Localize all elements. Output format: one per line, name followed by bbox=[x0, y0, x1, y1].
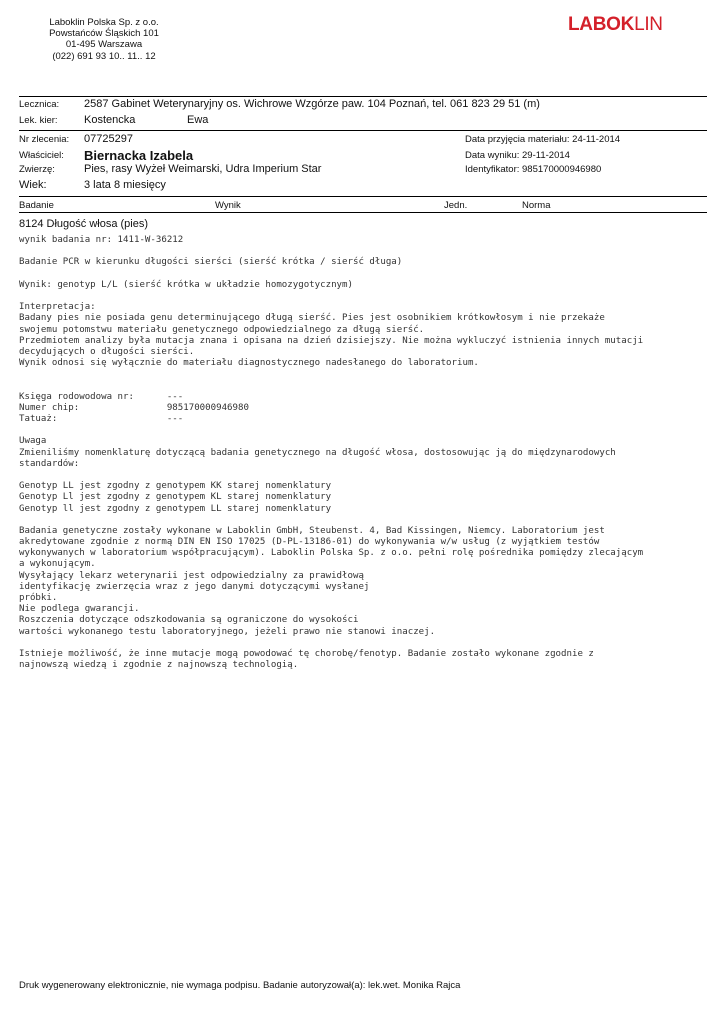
result-line: Wynik odnosi się wyłącznie do materiału diagnostycznego nadesłanego do laboratorium. bbox=[19, 358, 479, 369]
result-line: standardów: bbox=[19, 458, 80, 469]
age-label: Wiek: bbox=[19, 179, 47, 191]
address-line: 01-495 Warszawa bbox=[65, 39, 143, 51]
result-line: Genotyp Ll jest zgodny z genotypem KL starej nomenklatury bbox=[19, 492, 332, 503]
result-line bbox=[19, 380, 643, 391]
owner-label: Właściciel: bbox=[19, 150, 64, 161]
result-line: Zmieniliśmy nomenklaturę dotyczącą badania genetycznego na długość włosa, dostosowując ją do międzynarodowych bbox=[19, 447, 616, 458]
result-line: decydujących o długości sierści. bbox=[19, 346, 195, 357]
address-line: Powstańców Śląskich 101 bbox=[49, 28, 159, 40]
result-line: Istnieje możliwość, że inne mutacje mogą powodować tę chorobę/fenotyp. Badanie zostało wykonane zgodnie z bbox=[19, 648, 594, 659]
result-line bbox=[19, 291, 643, 302]
footer-note: Druk wygenerowany elektronicznie, nie wymaga podpisu. Badanie autoryzował(a): lek.wet. Monika Rajca bbox=[19, 980, 461, 991]
age-value: 3 lata 8 miesięcy bbox=[84, 179, 166, 191]
column-header-norm: Norma bbox=[522, 200, 551, 211]
vet-surname: Kostencka bbox=[84, 114, 136, 126]
result-line: próbki. bbox=[19, 593, 58, 603]
result-line: Nie podlega gwarancji. bbox=[19, 604, 140, 615]
clinic-value: 2587 Gabinet Weterynaryjny os. Wichrowe Wzgórze paw. 104 Poznań, tel. 061 823 29 51 (m) bbox=[84, 98, 540, 110]
owner-name: Biernacka Izabela bbox=[84, 148, 194, 163]
result-line: Badanie PCR w kierunku długości sierści (sierść krótka / sierść długa) bbox=[19, 257, 403, 268]
result-line bbox=[19, 369, 643, 380]
column-header-test: Badanie bbox=[19, 200, 54, 211]
received-date: Data przyjęcia materiału: 24-11-2014 bbox=[465, 134, 621, 145]
divider bbox=[19, 130, 707, 131]
result-line: Uwaga bbox=[19, 436, 47, 447]
order-label: Nr zlecenia: bbox=[19, 134, 70, 145]
result-line: Roszczenia dotyczące odszkodowania są ograniczone do wysokości bbox=[19, 615, 359, 626]
animal-description: Pies, rasy Wyżeł Weimarski, Udra Imperium Star bbox=[84, 163, 322, 175]
result-date: Data wyniku: 29-11-2014 bbox=[465, 150, 570, 161]
column-header-result: Wynik bbox=[215, 200, 241, 211]
logo-light-part: LIN bbox=[634, 14, 663, 35]
divider bbox=[19, 212, 707, 213]
result-line bbox=[19, 470, 643, 481]
result-line: wynik badania nr: 1411-W-36212 bbox=[19, 235, 184, 245]
logo-bold-part: LABOK bbox=[568, 14, 635, 35]
vet-label: Lek. kier: bbox=[19, 115, 58, 126]
result-line: Badany pies nie posiada genu determinującego długą sierść. Pies jest osobnikiem krótkowłosym i nie przekaże bbox=[19, 313, 605, 324]
result-line: Księga rodowodowa nr: --- bbox=[19, 391, 184, 402]
result-line: a wykonującym. bbox=[19, 559, 96, 570]
address-line: Laboklin Polska Sp. z o.o. bbox=[49, 17, 159, 28]
result-line: najnowszą wiedzą i zgodnie z najnowszą technologią. bbox=[19, 660, 299, 671]
result-line: Interpretacja: bbox=[19, 302, 96, 313]
result-line: swojemu potomstwu materiału genetycznego odpowiedzialnego za długą sierść. bbox=[19, 324, 425, 335]
order-number: 07725297 bbox=[84, 133, 133, 145]
result-line bbox=[19, 515, 643, 526]
result-line: Genotyp ll jest zgodny z genotypem LL starej nomenklatury bbox=[19, 503, 332, 514]
divider bbox=[19, 196, 707, 197]
result-line bbox=[19, 425, 643, 436]
result-line: identyfikację zwierzęcia wraz z jego danymi dotyczącymi wysłanej bbox=[19, 581, 370, 592]
result-line bbox=[19, 246, 643, 257]
result-body bbox=[19, 235, 643, 671]
result-line: Genotyp LL jest zgodny z genotypem KK starej nomenklatury bbox=[19, 481, 332, 492]
result-line: Przedmiotem analizy była mutacja znana i opisana na dzień dzisiejszy. Nie można wykluczyć istnienia innych mutacji bbox=[19, 335, 644, 346]
address-line: (022) 691 93 10.. 11.. 12 bbox=[52, 50, 156, 62]
result-line: wykonywanych w laboratorium współpracującym). Laboklin Polska Sp. z o.o. pełni rolę pośrednika pomiędzy zlecającym bbox=[19, 548, 644, 559]
result-line: Numer chip: 985170000946980 bbox=[19, 402, 249, 413]
result-line: Wysyłający lekarz weterynarii jest odpowiedzialny za prawidłową bbox=[19, 570, 364, 581]
animal-label: Zwierzę: bbox=[19, 164, 55, 175]
result-line: Badania genetyczne zostały wykonane w Laboklin GmbH, Steubenst. 4, Bad Kissingen, Niemcy. Laboratorium jest bbox=[19, 525, 605, 536]
column-header-unit: Jedn. bbox=[444, 200, 468, 211]
result-line: Wynik: genotyp L/L (sierść krótka w układzie homozygotycznym) bbox=[19, 279, 353, 290]
clinic-label: Lecznica: bbox=[19, 99, 60, 110]
result-line: wartości wykonanego testu laboratoryjnego, jeżeli prawo nie stanowi inaczej. bbox=[19, 626, 436, 637]
test-title: 8124 Długość włosa (pies) bbox=[19, 218, 149, 230]
result-line: akredytowane zgodnie z normą DIN EN ISO 17025 (D-PL-13186-01) do wykonywania w/w usług (z wyjątkiem testów bbox=[19, 537, 600, 548]
result-line: Tatuaż: --- bbox=[19, 414, 184, 424]
result-line bbox=[19, 269, 643, 280]
divider bbox=[19, 96, 707, 97]
identifier: Identyfikator: 985170000946980 bbox=[465, 164, 602, 175]
result-line bbox=[19, 638, 643, 649]
lab-address bbox=[48, 17, 160, 62]
vet-name: Ewa bbox=[187, 114, 209, 126]
laboklin-logo bbox=[568, 14, 663, 36]
